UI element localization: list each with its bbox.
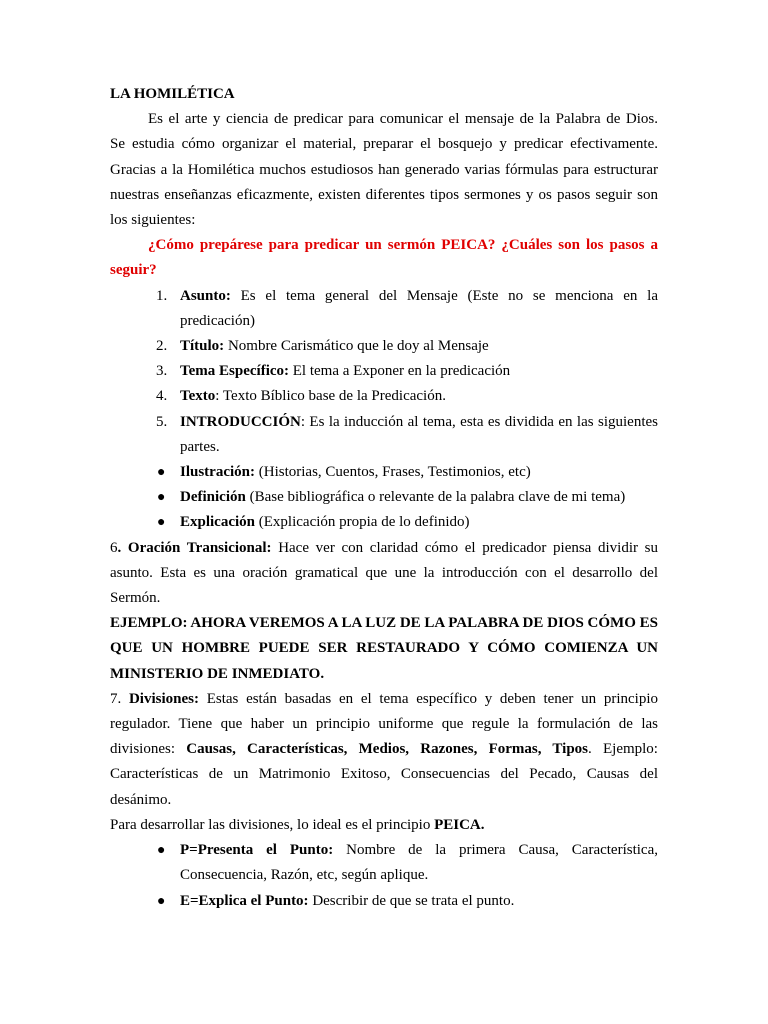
- numbered-steps-list: [110, 284, 658, 460]
- peica-intro-paragraph: Para desarrollar las divisiones, lo ideal es el principio PEICA.: [110, 816, 485, 833]
- list-item-asunto: 1. Asunto: Es el tema general del Mensaje (Este no se menciona en la predicación): [156, 287, 658, 329]
- list-item-titulo: 2. Título: Nombre Carismático que le doy al Mensaje: [156, 338, 489, 355]
- list-item-ilustracion: ● Ilustración: (Historias, Cuentos, Frases, Testimonios, etc): [110, 460, 658, 485]
- divisiones-paragraph: 7. Divisiones: Estas están basadas en el tema específico y deben tener un principio regulador. Tiene que haber un principio uniforme que regule la formulación de las divisiones: Causas, Características, Medios, Razones, Formas, Tipos. Ejemplo: Características de un Matrimonio Exitoso, Consecuencias del Pecado, Causas del desánimo.: [110, 690, 659, 808]
- document-title: LA HOMILÉTICA: [110, 86, 235, 102]
- intro-paragraph: Es el arte y ciencia de predicar para comunicar el mensaje de la Palabra de Dios. Se estudia cómo organizar el material, preparar el bosquejo y predicar efectivamente. Gracias a la Homilética muchos estudiosos han generado varias fórmulas para estructurar nuestras enseñanzas eficazmente, existen diferentes tipos sermones y os pasos seguir son los siguientes:: [110, 111, 658, 229]
- oracion-transicional-paragraph: 6. Oración Transicional: Hace ver con claridad cómo el predicador piensa dividir su asunto. Esta es una oración gramatical que une la introducción con el desarrollo del Sermón.: [110, 539, 659, 607]
- list-item-texto: 4. Texto: Texto Bíblico base de la Predicación.: [156, 388, 446, 405]
- list-item-tema-especifico: 3. Tema Específico: El tema a Exponer en la predicación: [156, 363, 511, 380]
- bullet-icon: ●: [157, 893, 166, 909]
- bullet-icon: ●: [157, 465, 166, 481]
- example-paragraph: EJEMPLO: AHORA VEREMOS A LA LUZ DE LA PALABRA DE DIOS CÓMO ES QUE UN HOMBRE PUEDE SER RESTAURADO Y CÓMO COMIENZA UN MINISTERIO DE INMEDIATO.: [110, 615, 658, 682]
- list-item-presenta-punto: ● P=Presenta el Punto: Nombre de la primera Causa, Característica, Consecuencia, Razón, etc, según aplique.: [110, 838, 658, 888]
- document-page: [110, 82, 658, 914]
- list-item-introduccion: 5. INTRODUCCIÓN: Es la inducción al tema, esta es dividida en las siguientes partes.: [156, 413, 658, 455]
- list-item-explica-punto: ● E=Explica el Punto: Describir de que se trata el punto.: [110, 889, 658, 914]
- question-heading: ¿Cómo prepárese para predicar un sermón PEICA? ¿Cuáles son los pasos a seguir?: [110, 237, 658, 279]
- bullet-icon: ●: [157, 490, 166, 506]
- introduction-parts-list: [110, 460, 658, 536]
- list-item-definicion: ● Definición (Base bibliográfica o relevante de la palabra clave de mi tema): [110, 485, 658, 510]
- bullet-icon: ●: [157, 843, 166, 859]
- list-item-explicacion: ● Explicación (Explicación propia de lo definido): [110, 510, 658, 535]
- bullet-icon: ●: [157, 515, 166, 531]
- peica-list: [110, 838, 658, 914]
